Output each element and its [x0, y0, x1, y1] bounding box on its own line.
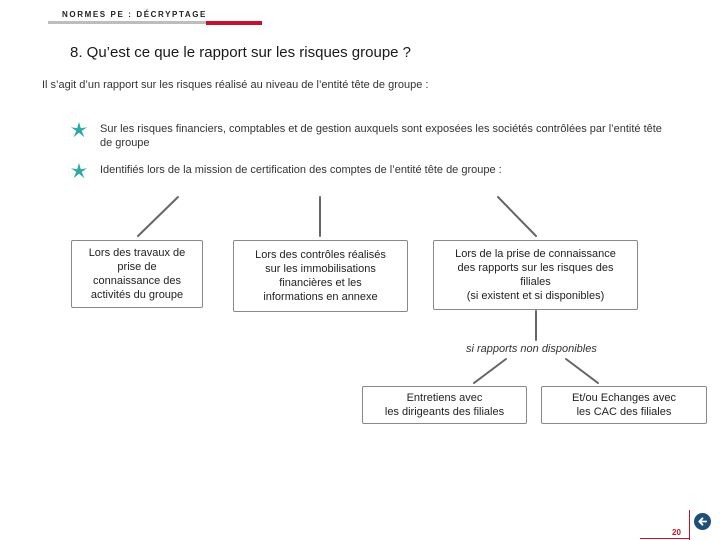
diagram-box-subsidiary-reports: Lors de la prise de connaissance des rapports sur les risques des filiales (si existent et si disponibles) [433, 240, 638, 310]
diagram-box-financial-assets: Lors des contrôles réalisés sur les immobilisations financières et les informations en annexe [233, 240, 408, 312]
branch-label: si rapports non disponibles [466, 343, 597, 355]
arrow-left-icon [697, 516, 708, 527]
back-button[interactable] [694, 513, 711, 530]
bullet-item: Identifiés lors de la mission de certification des comptes de l’entité tête de groupe : [100, 164, 502, 176]
section-label: NORMES PE : DÉCRYPTAGE [62, 10, 207, 19]
footer-frame-line [640, 538, 690, 539]
page-number: 20 [672, 528, 681, 537]
diagram-box-interviews: Entretiens avec les dirigeants des filiales [362, 386, 527, 424]
connector-line [498, 197, 536, 236]
connector-line [566, 359, 598, 383]
diagram-box-group-activities: Lors des travaux de prise de connaissance des activités du groupe [71, 240, 203, 308]
intro-text: Il s’agit d’un rapport sur les risques réalisé au niveau de l’entité tête de groupe : [42, 79, 429, 91]
page-title: 8. Qu’est ce que le rapport sur les risques groupe ? [70, 44, 412, 61]
connector-line [474, 359, 506, 383]
diagram-box-auditors: Et/ou Echanges avec les CAC des filiales [541, 386, 707, 424]
connector-line [138, 197, 178, 236]
footer-frame-line [689, 510, 690, 540]
bullet-item: Sur les risques financiers, comptables et de gestion auxquels sont exposées les sociétés contrôlées par l’entité tête de groupe [100, 123, 662, 149]
